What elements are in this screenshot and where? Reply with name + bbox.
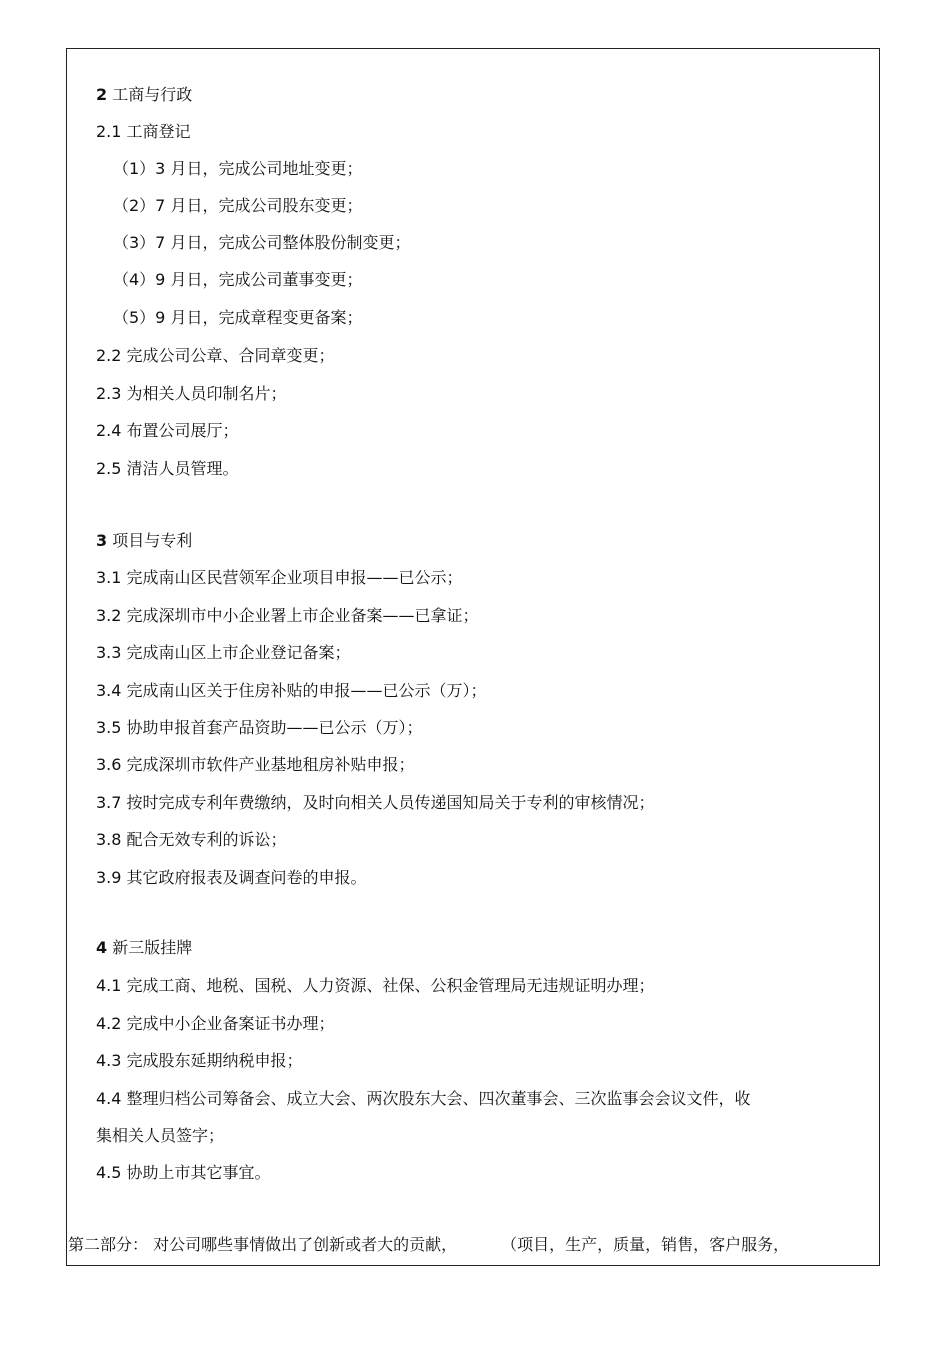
section-4-heading: 4 新三版挂牌 bbox=[96, 938, 193, 957]
part-two-categories: （项目，生产，质量，销售，客户服务， bbox=[501, 1235, 790, 1254]
list-item: 2.5 清洁人员管理。 bbox=[96, 459, 239, 478]
list-item: 4.3 完成股东延期纳税申报； bbox=[96, 1051, 303, 1070]
section-3-heading: 3 项目与专利 bbox=[96, 531, 193, 550]
list-item: 2.4 布置公司展厅； bbox=[96, 421, 239, 440]
section-2-heading: 2 工商与行政 bbox=[96, 85, 193, 104]
list-item: 3.2 完成深圳市中小企业署上市企业备案——已拿证； bbox=[96, 606, 479, 625]
list-item: 4.4 整理归档公司筹备会、成立大会、两次股东大会、四次董事会、三次监事会会议文件，收 bbox=[96, 1089, 751, 1108]
list-item: 2.1 工商登记 bbox=[96, 122, 191, 141]
list-item: 2.2 完成公司公章、合同章变更； bbox=[96, 346, 335, 365]
list-item: 3.6 完成深圳市软件产业基地租房补贴申报； bbox=[96, 755, 415, 774]
list-item: 集相关人员签字； bbox=[96, 1126, 225, 1145]
list-item: 4.1 完成工商、地税、国税、人力资源、社保、公积金管理局无违规证明办理； bbox=[96, 976, 655, 995]
list-item: 3.7 按时完成专利年费缴纳，及时向相关人员传递国知局关于专利的审核情况； bbox=[96, 793, 655, 812]
list-item: （1）3 月日，完成公司地址变更； bbox=[113, 159, 363, 178]
part-two-label: 第二部分： 对公司哪些事情做出了创新或者大的贡献， bbox=[68, 1235, 458, 1254]
list-item: 3.4 完成南山区关于住房补贴的申报——已公示（万）； bbox=[96, 681, 487, 700]
list-item: （4）9 月日，完成公司董事变更； bbox=[113, 270, 363, 289]
list-item: 3.8 配合无效专利的诉讼； bbox=[96, 830, 287, 849]
list-item: 4.5 协助上市其它事宜。 bbox=[96, 1163, 271, 1182]
list-item: （2）7 月日，完成公司股东变更； bbox=[113, 196, 363, 215]
part-two-heading bbox=[68, 1235, 878, 1255]
list-item: 3.3 完成南山区上市企业登记备案； bbox=[96, 643, 351, 662]
list-item: 3.5 协助申报首套产品资助——已公示（万）； bbox=[96, 718, 423, 737]
list-item: （3）7 月日，完成公司整体股份制变更； bbox=[113, 233, 411, 252]
list-item: 3.1 完成南山区民营领军企业项目申报——已公示； bbox=[96, 568, 463, 587]
list-item: 3.9 其它政府报表及调查问卷的申报。 bbox=[96, 868, 367, 887]
list-item: （5）9 月日，完成章程变更备案； bbox=[113, 308, 363, 327]
list-item: 2.3 为相关人员印制名片； bbox=[96, 384, 287, 403]
list-item: 4.2 完成中小企业备案证书办理； bbox=[96, 1014, 335, 1033]
